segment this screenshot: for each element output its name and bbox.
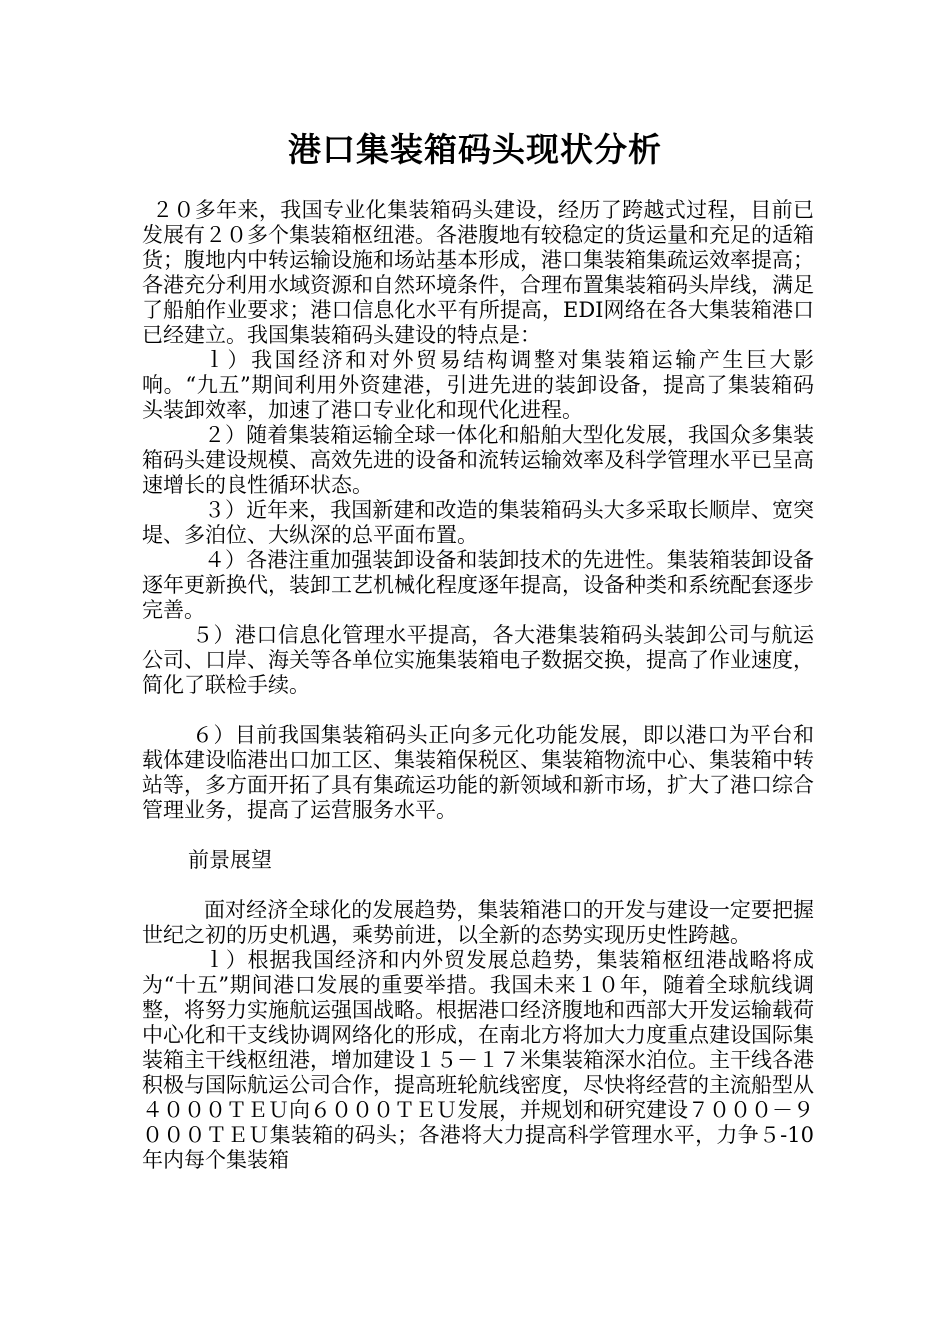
paragraph-outlook-intro: 面对经济全球化的发展趋势，集装箱港口的开发与建设一定要把握世纪之初的历史机遇，乘势前进，以全新的态势实现历史性跨越。 <box>142 898 814 947</box>
paragraph-point-1: ｌ）我国经济和对外贸易结构调整对集装箱运输产生巨大影响。“九五”期间利用外资建港，引进先进的装卸设备，提高了集装箱码头装卸效率，加速了港口专业化和现代化进程。 <box>142 348 814 422</box>
paragraph-point-3: ３）近年来，我国新建和改造的集装箱码头大多采取长顺岸、宽突堤、多泊位、大纵深的总平面布置。 <box>142 498 814 547</box>
paragraph-point-4: ４）各港注重加强装卸设备和装卸技术的先进性。集装箱装卸设备逐年更新换代，装卸工艺机械化程度逐年提高，设备种类和系统配套逐步完善。 <box>142 548 814 622</box>
paragraph-point-5: ５）港口信息化管理水平提高，各大港集装箱码头装卸公司与航运公司、口岸、海关等各单位实施集装箱电子数据交换，提高了作业速度，简化了联检手续。 <box>142 623 814 697</box>
page-title: 港口集装箱码头现状分析 <box>288 130 662 169</box>
section-heading: 前景展望 <box>188 848 272 872</box>
paragraph-intro: ２０多年来，我国专业化集装箱码头建设，经历了跨越式过程，目前已发展有２０多个集装箱枢纽港。各港腹地有较稳定的货运量和充足的适箱货；腹地内中转运输设施和场站基本形成，港口集装箱集疏运效率提高；各港充分利用水域资源和自然环境条件，合理布置集装箱码头岸线，满足了船舶作业要求；港口信息化水平有所提高，EDI网络在各大集装箱港口已经建立。我国集装箱码头建设的特点是： <box>142 198 814 347</box>
paragraph-outlook-1: ｌ）根据我国经济和内外贸发展总趋势，集装箱枢纽港战略将成为“十五”期间港口发展的重要举措。我国未来１０年，随着全球航线调整，将努力实施航运强国战略。根据港口经济腹地和西部大开发运输载荷中心化和干支线协调网络化的形成，在南北方将加大力度重点建设国际集装箱主干线枢纽港，增加建设１５－１７米集装箱深水泊位。主干线各港积极与国际航运公司合作，提高班轮航线密度，尽快将经营的主流船型从４０００ＴＥＵ向６０００ＴＥＵ发展，并规划和研究建设７０００－９０００ＴＥＵ集装箱的码头；各港将大力提高科学管理水平，力争５-10年内每个集装箱 <box>142 948 814 1172</box>
paragraph-point-6: ６）目前我国集装箱码头正向多元化功能发展，即以港口为平台和载体建设临港出口加工区、集装箱保税区、集装箱物流中心、集装箱中转站等，多方面开拓了具有集疏运功能的新领域和新市场，扩大了港口综合管理业务，提高了运营服务水平。 <box>142 723 814 822</box>
blank-line <box>142 823 814 848</box>
paragraph-point-2: ２）随着集装箱运输全球一体化和船舶大型化发展，我国众多集装箱码头建设规模、高效先进的设备和流转运输效率及科学管理水平已呈高速增长的良性循环状态。 <box>142 423 814 497</box>
document-body <box>142 198 814 1173</box>
blank-line <box>142 698 814 723</box>
blank-line <box>142 873 814 898</box>
